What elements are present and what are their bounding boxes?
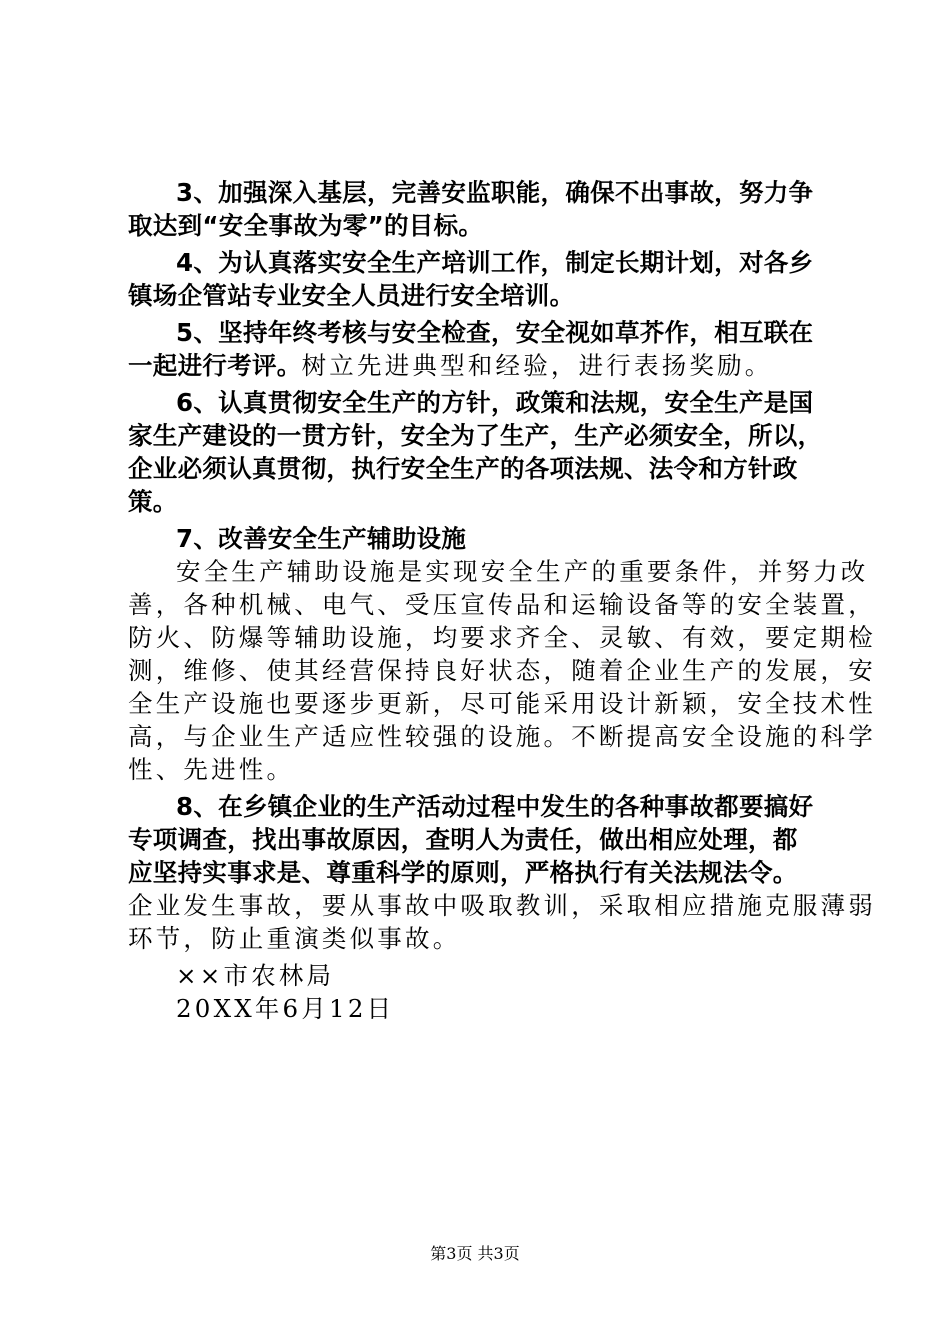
item-8-line-1: 8、在乡镇企业的生产活动过程中发生的各种事故都要搞好 xyxy=(176,792,814,821)
item-6-line-4: 策。 xyxy=(128,487,178,516)
item-4-line-1: 4、为认真落实安全生产培训工作，制定长期计划，对各乡 xyxy=(176,248,814,277)
item-8-line-2: 专项调查，找出事故原因，查明人为责任，做出相应处理，都 xyxy=(128,825,798,854)
item-7-para-line-3: 防火、防爆等辅助设施，均要求齐全、灵敏、有效，要定期检 xyxy=(128,623,876,652)
page-footer: 第3页 共3页 xyxy=(430,1244,520,1263)
item-8-line-3: 应坚持实事求是、尊重科学的原则，严格执行有关法规法令。 xyxy=(128,858,798,887)
item-8-line-5: 环节，防止重演类似事故。 xyxy=(128,924,461,953)
signature-org: ××市农林局 xyxy=(176,961,335,990)
item-8-line-4: 企业发生事故，要从事故中吸取教训，采取相应措施克服薄弱 xyxy=(128,891,876,920)
item-6-line-3: 企业必须认真贯彻，执行安全生产的各项法规、法令和方针政 xyxy=(128,454,798,483)
item-7-para-line-7: 性、先进性。 xyxy=(128,755,295,784)
item-7-para-line-6: 高，与企业生产适应性较强的设施。不断提高安全设施的科学 xyxy=(128,722,876,751)
item-5-line-1: 5、坚持年终考核与安全检查，安全视如草芥作，相互联在 xyxy=(176,318,814,347)
item-7-para-line-5: 全生产设施也要逐步更新，尽可能采用设计新颖，安全技术性 xyxy=(128,689,876,718)
document-body xyxy=(128,176,876,1025)
item-6-line-2: 家生产建设的一贯方针，安全为了生产，生产必须安全，所以， xyxy=(128,421,823,450)
item-3-line-2: 取达到“安全事故为零”的目标。 xyxy=(128,211,484,240)
item-7-para-line-1: 安全生产辅助设施是实现安全生产的重要条件，并努力改 xyxy=(176,557,869,586)
item-4-line-2: 镇场企管站专业安全人员进行安全培训。 xyxy=(128,281,575,310)
item-7-heading: 7、改善安全生产辅助设施 xyxy=(176,524,467,553)
item-7-para-line-4: 测，维修、使其经营保持良好状态，随着企业生产的发展，安 xyxy=(128,656,876,685)
item-3-line-1: 3、加强深入基层，完善安监职能，确保不出事故，努力争 xyxy=(176,178,814,207)
item-5-line-2 xyxy=(128,349,838,382)
item-5-line-2-bold: 一起进行考评。 xyxy=(128,351,302,380)
item-5-line-2-regular: 树立先进典型和经验，进行表扬奖励。 xyxy=(301,351,773,380)
item-7-para-line-2: 善，各种机械、电气、受压宣传品和运输设备等的安全装置， xyxy=(128,590,876,619)
signature-date: 20XX年6月12日 xyxy=(176,994,395,1023)
item-6-line-1: 6、认真贯彻安全生产的方针，政策和法规，安全生产是国 xyxy=(176,388,814,417)
